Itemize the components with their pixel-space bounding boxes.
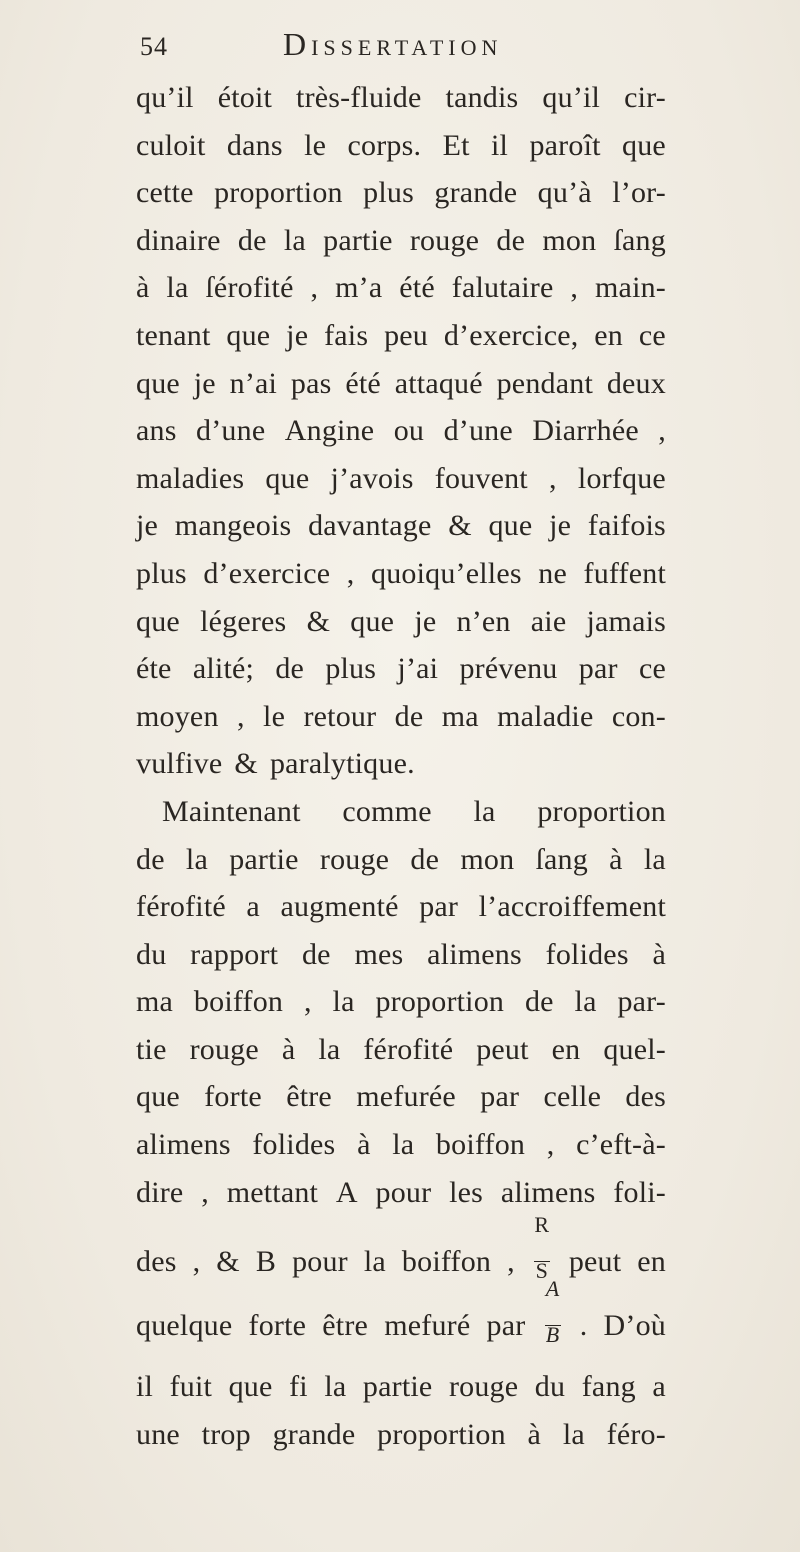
word: partie	[323, 223, 393, 257]
word: d’une	[196, 414, 266, 448]
text-line	[136, 788, 666, 836]
word: mettant	[226, 1175, 319, 1209]
word: plus	[136, 556, 187, 590]
text-line	[136, 740, 666, 788]
word: a	[246, 890, 260, 924]
running-title: Dissertation	[283, 26, 503, 62]
word: tie	[136, 1032, 167, 1066]
word: ſang	[613, 223, 666, 257]
word: mangeois	[174, 509, 292, 543]
word: la	[283, 223, 306, 257]
word: à	[357, 1128, 371, 1162]
word: en	[594, 318, 624, 352]
text-line	[136, 169, 666, 217]
text-line	[136, 455, 666, 503]
word: une	[136, 1418, 180, 1452]
word: la	[574, 985, 597, 1019]
word: main-	[595, 271, 666, 305]
word: partie	[362, 1370, 433, 1404]
word: des	[625, 1080, 666, 1114]
word: en	[551, 1032, 581, 1066]
word: ce	[638, 318, 666, 352]
word: retour	[303, 699, 377, 733]
word: je	[136, 509, 159, 543]
text-line	[136, 645, 666, 693]
word: dans	[226, 128, 283, 162]
word: mefurée	[356, 1080, 456, 1114]
word: trop	[201, 1418, 251, 1452]
word: de	[275, 652, 305, 686]
word: forte	[248, 1308, 307, 1342]
word: fais	[324, 318, 369, 352]
word: tandis	[445, 81, 519, 114]
word: paralytique.	[269, 747, 415, 781]
word: de	[410, 842, 440, 876]
word: par-	[617, 985, 666, 1019]
word: j’avois	[330, 461, 414, 495]
word: mon	[460, 842, 515, 876]
word: peu	[384, 318, 428, 352]
word: vulfive	[136, 747, 223, 781]
page-header	[140, 26, 660, 72]
word: ,	[546, 1128, 555, 1162]
word: ce	[638, 652, 666, 686]
text-line	[136, 978, 666, 1026]
word: B	[255, 1245, 277, 1279]
word: d’exercice	[203, 556, 331, 590]
word: quoiqu’elles	[371, 556, 522, 590]
word: faifois	[587, 509, 666, 543]
word: peut	[568, 1245, 622, 1279]
word: pour	[292, 1245, 348, 1279]
word: boiffon	[401, 1245, 492, 1279]
word: qu’il	[136, 81, 194, 114]
word: ma	[441, 699, 479, 733]
text-line	[136, 1026, 666, 1074]
word: la	[324, 1370, 347, 1404]
word: ans	[136, 414, 177, 448]
word: folides	[545, 937, 629, 971]
word: ,	[201, 1175, 209, 1209]
word: cette	[136, 176, 194, 210]
text-line	[136, 1363, 666, 1411]
word: par	[419, 890, 459, 924]
word: culoit	[136, 128, 206, 162]
word: n’ai	[229, 366, 278, 400]
word: fuffent	[583, 556, 666, 590]
word: qu’à	[537, 176, 592, 210]
word: étoit	[217, 81, 273, 114]
word: le	[263, 699, 286, 733]
word: très-fluide	[296, 81, 422, 114]
word: maladies	[136, 461, 245, 495]
word: que	[622, 128, 666, 162]
word: à	[136, 271, 150, 305]
word: boiffon	[435, 1128, 526, 1162]
word: grande	[272, 1418, 356, 1452]
word: alimens	[427, 937, 522, 971]
text-line	[136, 598, 666, 646]
word: la	[166, 271, 189, 305]
word: quel-	[603, 1032, 666, 1066]
word: alimens	[500, 1175, 596, 1209]
word: ,	[237, 699, 245, 733]
word: pendant	[496, 366, 593, 400]
word: être	[322, 1308, 369, 1342]
word: davantage	[308, 509, 432, 543]
word: aie	[530, 604, 567, 638]
text-line	[136, 217, 666, 265]
word: la	[363, 1245, 386, 1279]
text-line	[136, 1073, 666, 1121]
word: que	[136, 1080, 180, 1114]
word: d’une	[443, 414, 513, 448]
word: de	[524, 985, 554, 1019]
word: proportion	[377, 1418, 506, 1452]
word: maladie	[497, 699, 594, 733]
word: &	[448, 509, 472, 543]
word: con-	[611, 699, 666, 733]
text-line	[136, 502, 666, 550]
text-line	[136, 1121, 666, 1169]
word: ſérofité	[205, 271, 294, 305]
word: Maintenant	[162, 794, 301, 828]
word: &	[216, 1245, 240, 1279]
text-line	[136, 931, 666, 979]
word: en	[637, 1245, 666, 1279]
word: je	[549, 509, 572, 543]
word: que	[226, 318, 271, 352]
text-line	[136, 836, 666, 884]
word: D’où	[603, 1308, 666, 1342]
word: fuit	[169, 1370, 213, 1404]
word: ſang	[535, 842, 588, 876]
word: d’exercice,	[443, 318, 579, 352]
word: la	[318, 1032, 341, 1066]
word: féro-	[606, 1418, 666, 1452]
word: fang	[581, 1370, 636, 1404]
word: que	[265, 461, 310, 495]
word: je	[286, 318, 309, 352]
page-number: 54	[140, 32, 168, 61]
word: l’or-	[612, 176, 666, 210]
word: corps.	[347, 128, 422, 162]
word: jamais	[586, 604, 666, 638]
word: par	[486, 1308, 526, 1342]
word: l’accroiffement	[478, 890, 666, 924]
fraction-text-line	[136, 1212, 666, 1286]
word: plus	[325, 652, 377, 686]
word: pour	[375, 1175, 432, 1209]
word: à	[527, 1418, 542, 1452]
word: la	[332, 985, 355, 1019]
text-line	[136, 312, 666, 360]
word: de	[394, 699, 424, 733]
text-line	[136, 693, 666, 741]
word: de	[301, 937, 331, 971]
word: pas	[290, 366, 332, 400]
fraction-numerator: R	[534, 1212, 550, 1238]
word: cir-	[624, 81, 666, 114]
text-line	[136, 74, 666, 122]
fraction-denominator: S	[535, 1258, 549, 1284]
word: j’ai	[397, 652, 439, 686]
word: le	[304, 128, 327, 162]
word: par	[480, 1080, 520, 1114]
word: du	[136, 937, 167, 971]
word: forte	[204, 1080, 262, 1114]
fraction-denominator: B	[545, 1321, 560, 1347]
word: mefuré	[384, 1308, 471, 1342]
word: boiffon	[193, 985, 284, 1019]
word: ,	[549, 461, 557, 495]
word: que	[136, 366, 180, 400]
word: partie	[229, 842, 299, 876]
text-line	[136, 1169, 666, 1217]
word: alité;	[192, 652, 255, 686]
word: il	[136, 1370, 154, 1404]
word: rouge	[189, 1032, 259, 1066]
word: grande	[434, 176, 518, 210]
word: folides	[252, 1128, 336, 1162]
word: &	[234, 747, 258, 781]
word: que	[488, 509, 533, 543]
word: plus	[363, 176, 414, 210]
word: rapport	[190, 937, 279, 971]
body-text	[136, 74, 666, 1459]
word: ,	[507, 1245, 515, 1279]
word: falutaire	[451, 271, 554, 305]
word: éte	[136, 652, 172, 686]
word: à	[652, 937, 666, 971]
word: rouge	[319, 842, 390, 876]
word: que	[136, 604, 180, 638]
word: de	[136, 842, 165, 876]
word: dinaire	[136, 223, 221, 257]
word: comme	[342, 794, 432, 828]
word: il	[491, 128, 509, 162]
word: être	[286, 1080, 332, 1114]
text-line	[136, 122, 666, 170]
word: ,	[192, 1245, 201, 1279]
word: mon	[542, 223, 597, 257]
word: augmenté	[280, 890, 399, 924]
word: ne	[538, 556, 567, 590]
word: la	[643, 842, 666, 876]
word: été	[345, 366, 381, 400]
word: c’eft-à-	[576, 1128, 666, 1162]
word: dire	[136, 1175, 184, 1209]
word: à	[281, 1032, 296, 1066]
text-line	[136, 360, 666, 408]
text-line	[136, 883, 666, 931]
word: de	[496, 223, 526, 257]
word: ,	[310, 271, 319, 305]
word: légeres	[200, 604, 287, 638]
text-line	[136, 550, 666, 598]
word: fi	[289, 1370, 308, 1404]
word: attaqué	[394, 366, 483, 400]
word: du	[534, 1370, 566, 1404]
word: deux	[606, 366, 666, 400]
word: Et	[442, 128, 470, 162]
word: A	[335, 1175, 358, 1209]
word: qu’il	[542, 81, 601, 114]
word: ,	[570, 271, 579, 305]
word: mes	[354, 937, 404, 971]
word: la	[185, 842, 208, 876]
fraction-text-line	[136, 1275, 666, 1350]
word: ,	[658, 414, 666, 448]
word: par	[578, 652, 618, 686]
word: a	[652, 1370, 666, 1404]
word: alimens	[136, 1128, 231, 1162]
word: peut	[476, 1032, 529, 1066]
word: les	[449, 1175, 484, 1209]
word: ou	[393, 414, 425, 448]
word: celle	[543, 1080, 602, 1114]
word: je	[414, 604, 437, 638]
text-line	[136, 407, 666, 455]
word: férofité	[363, 1032, 454, 1066]
word: la	[473, 794, 496, 828]
word: été	[399, 271, 435, 305]
word: paroît	[529, 128, 601, 162]
word: proportion	[375, 985, 505, 1019]
word: quelque	[136, 1308, 233, 1342]
word: Angine	[284, 414, 375, 448]
word: ,	[303, 985, 312, 1019]
word: rouge	[448, 1370, 519, 1404]
word: de	[237, 223, 267, 257]
word: proportion	[537, 794, 666, 828]
word: Diarrhée	[532, 414, 639, 448]
word: foli-	[613, 1175, 666, 1209]
text-line	[136, 264, 666, 312]
word: &	[306, 604, 331, 638]
fraction-numerator: A	[545, 1275, 560, 1301]
word: des	[136, 1245, 177, 1279]
word: rouge	[409, 223, 480, 257]
word: lorfque	[577, 461, 666, 495]
word: .	[579, 1308, 588, 1342]
word: proportion	[214, 176, 343, 210]
text-line	[136, 1411, 666, 1459]
word: n’en	[456, 604, 511, 638]
word: férofité	[136, 890, 226, 924]
word: que	[228, 1370, 273, 1404]
word: la	[392, 1128, 415, 1162]
word: je	[193, 366, 216, 400]
fraction	[542, 1275, 564, 1350]
word: la	[562, 1418, 585, 1452]
word: moyen	[136, 699, 219, 733]
word: prévenu	[459, 652, 558, 686]
word: m’a	[335, 271, 383, 305]
word: ,	[346, 556, 355, 590]
word: que	[350, 604, 395, 638]
word: à	[609, 842, 623, 876]
word: fouvent	[434, 461, 528, 495]
word: ma	[136, 985, 174, 1019]
word: tenant	[136, 318, 211, 352]
